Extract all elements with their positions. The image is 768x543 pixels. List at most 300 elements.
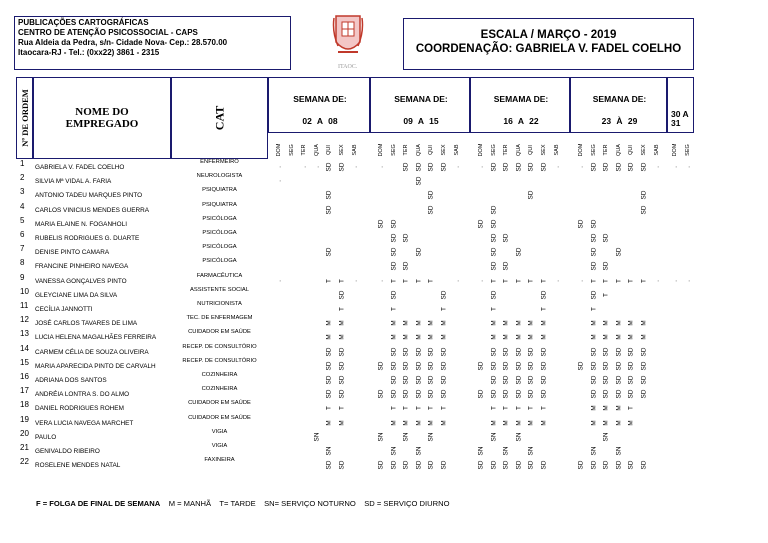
shift-code: M: [602, 320, 610, 326]
last-days-line-1: 30 A: [671, 109, 689, 119]
shift-cell: [489, 331, 499, 343]
shift-cell: [639, 459, 649, 471]
shift-code: .: [577, 279, 585, 282]
shift-cell: [589, 232, 599, 244]
shift-code: T: [590, 307, 598, 311]
shift-cell: [639, 374, 649, 386]
day-label: [626, 139, 636, 161]
shift-code: M: [515, 320, 523, 326]
shift-cell: [401, 161, 411, 173]
shift-cell: [539, 374, 549, 386]
shift-code: SD: [615, 361, 623, 371]
day-label: [552, 139, 562, 161]
order-number: 7: [20, 244, 25, 254]
order-number: 15: [20, 357, 29, 367]
legend-t: T= TARDE: [219, 499, 256, 508]
legend: [36, 499, 450, 508]
table-row: [16, 315, 696, 329]
shift-cell: [589, 360, 599, 372]
shift-code: .: [351, 166, 359, 168]
employee-category: RECEP. DE CONSULTÓRIO: [182, 357, 257, 364]
employee-category: COZINHEIRA: [201, 372, 238, 378]
shift-code: SD: [402, 347, 410, 357]
shift-code: SD: [390, 290, 398, 300]
shift-cell: [489, 360, 499, 372]
order-number: 18: [20, 400, 29, 410]
employee-name: GABRIELA V. FADEL COELHO: [35, 164, 125, 171]
shift-cell: [576, 360, 586, 372]
shift-cell: [426, 459, 436, 471]
shift-code: M: [590, 405, 598, 412]
shift-cell: [626, 374, 636, 386]
shift-code: M: [390, 334, 398, 341]
employee-category: PSICÓLOGA: [202, 230, 237, 236]
shift-code: SD: [615, 162, 623, 172]
table-row: [16, 230, 696, 244]
shift-cell: [376, 218, 386, 230]
shift-cell: [337, 303, 347, 315]
shift-cell: [324, 204, 334, 216]
shift-cell: [389, 232, 399, 244]
shift-code: SD: [577, 219, 585, 229]
shift-code: SN: [490, 432, 498, 442]
shift-cell: [514, 346, 524, 358]
shift-code: SN: [590, 446, 598, 456]
day-label: [401, 139, 411, 161]
shift-code: SD: [540, 361, 548, 371]
shift-code: SD: [515, 162, 523, 172]
day-label: [501, 139, 511, 161]
shift-code: .: [653, 166, 661, 168]
shift-cell: [414, 388, 424, 400]
shift-cell: [526, 388, 536, 400]
shift-code: SD: [402, 261, 410, 271]
shift-code: M: [602, 334, 610, 341]
shift-cell: [376, 275, 386, 287]
shift-code: SD: [515, 375, 523, 385]
day-label: [274, 139, 284, 161]
shift-code: .: [453, 166, 461, 168]
shift-cell: [414, 161, 424, 173]
shift-cell: [514, 275, 524, 287]
employee-name: ANTONIO TADEU MARQUES PINTO: [35, 192, 143, 200]
shift-code: SD: [390, 375, 398, 385]
coordination-title: COORDENAÇÃO: GABRIELA V. FADEL COELHO: [415, 43, 682, 55]
shift-cell: [401, 417, 411, 429]
shift-cell: [401, 260, 411, 272]
shift-code: T: [415, 278, 423, 283]
order-number: 1: [20, 159, 25, 168]
table-row: [16, 329, 696, 343]
shift-cell: [601, 232, 611, 244]
employee-name: ANDRÉIA LONTRA S. DO ALMO: [35, 391, 130, 399]
day-label-text: SEG: [590, 144, 597, 156]
day-label-text: DOM: [276, 143, 282, 157]
shift-code: .: [684, 279, 692, 282]
shift-code: SD: [602, 375, 610, 385]
shift-cell: [476, 161, 486, 173]
shift-code: SD: [540, 460, 548, 470]
table-row: [16, 173, 696, 187]
shift-cell: [401, 388, 411, 400]
shift-code: SD: [477, 361, 485, 371]
shift-code: M: [540, 334, 548, 341]
shift-cell: [683, 161, 693, 173]
shift-code: SD: [640, 460, 648, 470]
day-label: [452, 139, 462, 161]
shift-cell: [476, 360, 486, 372]
shift-cell: [501, 360, 511, 372]
order-number: 5: [20, 215, 25, 225]
shift-cell: [439, 459, 449, 471]
shift-code: SD: [325, 347, 333, 357]
shift-code: SD: [540, 375, 548, 385]
shift-code: .: [553, 279, 561, 282]
employee-category: COZINHEIRA: [201, 386, 238, 393]
shift-code: SD: [377, 361, 385, 371]
shift-code: M: [440, 334, 448, 341]
shift-cell: [589, 317, 599, 329]
shift-code: SD: [325, 361, 333, 371]
shift-code: SD: [490, 247, 498, 257]
shift-code: SD: [325, 389, 333, 399]
shift-cell: [489, 275, 499, 287]
shift-cell: [589, 402, 599, 414]
shift-cell: [489, 317, 499, 329]
shift-cell: [389, 303, 399, 315]
shift-code: SD: [527, 162, 535, 172]
shift-cell: [324, 189, 334, 201]
shift-cell: [414, 374, 424, 386]
shift-cell: [426, 331, 436, 343]
shift-code: SD: [390, 389, 398, 399]
shift-cell: [526, 275, 536, 287]
shift-code: M: [415, 320, 423, 326]
shift-code: SD: [427, 162, 435, 172]
shift-code: M: [427, 320, 435, 326]
shift-code: M: [390, 419, 398, 426]
day-label-text: QUA: [515, 144, 522, 156]
shift-code: SD: [427, 460, 435, 470]
shift-cell: [389, 218, 399, 230]
shift-cell: [501, 317, 511, 329]
shift-code: T: [490, 278, 498, 283]
shift-code: M: [325, 334, 333, 341]
shift-cell: [501, 388, 511, 400]
crest-logo-icon: [332, 12, 364, 60]
day-label-text: QUI: [528, 145, 535, 155]
shift-cell: [274, 161, 284, 173]
shift-code: SD: [415, 460, 423, 470]
shift-cell: [514, 161, 524, 173]
shift-cell: [337, 289, 347, 301]
shift-cell: [439, 303, 449, 315]
shift-cell: [489, 218, 499, 230]
shift-code: SD: [390, 460, 398, 470]
shift-code: SD: [502, 361, 510, 371]
shift-cell: [576, 459, 586, 471]
shift-code: SN: [427, 432, 435, 442]
shift-cell: [337, 374, 347, 386]
day-label-text: SEX: [339, 144, 345, 156]
order-number: 14: [20, 343, 29, 353]
shift-code: SD: [602, 361, 610, 371]
shift-code: M: [627, 419, 635, 426]
shift-cell: [426, 388, 436, 400]
employee-category: PSICÓLOGA: [202, 258, 237, 265]
shift-cell: [539, 289, 549, 301]
shift-cell: [426, 346, 436, 358]
shift-code: SD: [440, 347, 448, 357]
employee-name: CECÍLIA JANNOTTI: [35, 306, 93, 313]
shift-cell: [614, 459, 624, 471]
legend-m: M = MANHÃ: [168, 499, 212, 508]
shift-code: SD: [640, 389, 648, 399]
shift-cell: [601, 289, 611, 301]
shift-cell: [350, 161, 360, 173]
shift-cell: [324, 331, 334, 343]
shift-cell: [539, 360, 549, 372]
shift-cell: [601, 388, 611, 400]
day-label: [539, 139, 549, 161]
shift-code: SN: [415, 446, 423, 456]
shift-cell: [414, 317, 424, 329]
shift-cell: [526, 459, 536, 471]
table-row: [16, 244, 696, 258]
shift-code: .: [275, 180, 283, 183]
shift-cell: [526, 360, 536, 372]
shift-code: SD: [502, 261, 510, 271]
shift-cell: [514, 388, 524, 400]
shift-code: SN: [390, 446, 398, 456]
shift-code: SD: [602, 261, 610, 271]
shift-cell: [552, 275, 562, 287]
employee-category: PSICÓLOGA: [202, 215, 237, 222]
shift-code: SD: [515, 361, 523, 371]
title-box: [403, 18, 694, 70]
shift-cell: [401, 360, 411, 372]
shift-code: .: [477, 166, 485, 168]
table-row: [16, 443, 696, 457]
shift-code: SD: [602, 460, 610, 470]
shift-cell: [426, 431, 436, 443]
shift-cell: [401, 317, 411, 329]
shift-cell: [589, 459, 599, 471]
employee-category: FAXINEIRA: [204, 457, 235, 464]
shift-cell: [526, 445, 536, 457]
shift-code: M: [615, 320, 623, 326]
shift-cell: [324, 246, 334, 258]
shift-code: SN: [377, 432, 385, 442]
employee-name: LUCIA HELENA MAGALHÃES FERREIRA: [35, 334, 157, 342]
shift-code: SD: [490, 290, 498, 300]
shift-code: T: [540, 278, 548, 283]
order-number: 4: [20, 201, 25, 211]
shift-cell: [614, 346, 624, 358]
shift-cell: [601, 431, 611, 443]
shift-code: M: [590, 334, 598, 341]
shift-code: SD: [402, 162, 410, 172]
employee-name: VANESSA GONÇALVES PINTO: [35, 277, 127, 285]
schedule-title: ESCALA / MARÇO - 2019: [480, 29, 617, 41]
institution-line-1: PUBLICAÇÕES CARTOGRÁFICAS: [18, 18, 149, 27]
shift-cell: [539, 161, 549, 173]
shift-cell: [501, 346, 511, 358]
day-label-text: QUI: [628, 145, 635, 155]
table-row: [16, 400, 696, 414]
order-number: 13: [20, 329, 29, 339]
shift-code: T: [390, 307, 398, 311]
shift-code: SD: [627, 162, 635, 172]
shift-code: SD: [640, 375, 648, 385]
shift-code: T: [390, 406, 398, 411]
shift-cell: [414, 417, 424, 429]
shift-code: SD: [602, 233, 610, 243]
shift-cell: [389, 459, 399, 471]
day-label: [287, 139, 297, 161]
employee-category: PSIQUIATRA: [202, 187, 237, 194]
shift-cell: [589, 445, 599, 457]
employee-name: SILVIA Mª VIDAL A. FARIA: [35, 178, 112, 186]
shift-code: .: [351, 279, 359, 282]
day-label: [439, 139, 449, 161]
shift-cell: [489, 431, 499, 443]
shift-code: SD: [490, 361, 498, 371]
shift-code: SD: [377, 389, 385, 399]
day-label-text: SEX: [541, 144, 547, 156]
shift-code: M: [427, 334, 435, 341]
employee-category: VIGIA: [211, 443, 228, 449]
shift-cell: [324, 374, 334, 386]
shift-code: M: [490, 419, 498, 426]
employee-name: RUBELIS RODRIGUES G. DUARTE: [35, 235, 140, 242]
shift-cell: [401, 431, 411, 443]
day-label: [683, 139, 693, 161]
shift-code: .: [553, 166, 561, 168]
table-row: [16, 202, 696, 216]
shift-code: M: [540, 320, 548, 326]
shift-cell: [426, 189, 436, 201]
shift-cell: [589, 303, 599, 315]
shift-cell: [639, 388, 649, 400]
shift-cell: [501, 459, 511, 471]
header-order-number: Nº DE ORDEM: [16, 77, 33, 159]
shift-code: T: [427, 278, 435, 283]
shift-cell: [489, 417, 499, 429]
shift-cell: [389, 275, 399, 287]
table-row: [16, 187, 696, 201]
shift-code: M: [615, 405, 623, 412]
shift-code: SD: [590, 375, 598, 385]
shift-cell: [414, 275, 424, 287]
day-label-text: SAB: [453, 144, 460, 156]
shift-cell: [414, 402, 424, 414]
day-label-text: QUI: [428, 145, 435, 155]
shift-code: SD: [415, 247, 423, 257]
shift-cell: [589, 260, 599, 272]
shift-code: SN: [602, 432, 610, 442]
shift-cell: [589, 246, 599, 258]
shift-code: SD: [515, 247, 523, 257]
table-row: [16, 372, 696, 386]
day-label-text: QUI: [326, 145, 333, 155]
shift-cell: [476, 275, 486, 287]
shift-cell: [626, 346, 636, 358]
order-number: 2: [20, 173, 25, 183]
employee-category: NEUROLOGISTA: [196, 173, 243, 180]
shift-cell: [439, 346, 449, 358]
shift-cell: [439, 289, 449, 301]
header-employee-name: [33, 77, 171, 159]
shift-code: M: [627, 334, 635, 341]
shift-cell: [389, 246, 399, 258]
day-label: [414, 139, 424, 161]
shift-cell: [389, 388, 399, 400]
shift-cell: [389, 289, 399, 301]
shift-cell: [439, 317, 449, 329]
shift-code: SD: [477, 219, 485, 229]
employee-name: CARLOS VINICIUS MENDES GUERRA: [35, 206, 149, 214]
day-label-text: SEG: [684, 144, 691, 156]
shift-code: SD: [325, 190, 333, 200]
day-label: [489, 139, 499, 161]
shift-cell: [601, 360, 611, 372]
shift-code: M: [325, 320, 333, 326]
shift-code: SD: [627, 389, 635, 399]
shift-cell: [639, 189, 649, 201]
day-label: [299, 139, 309, 161]
shift-code: SD: [590, 460, 598, 470]
header-category: CAT: [171, 77, 268, 159]
shift-cell: [489, 161, 499, 173]
shift-code: SD: [440, 460, 448, 470]
shift-cell: [476, 445, 486, 457]
shift-cell: [452, 161, 462, 173]
shift-cell: [601, 417, 611, 429]
week-dates: 02 A 08: [302, 116, 338, 126]
table-row: [16, 216, 696, 230]
shift-code: .: [377, 279, 385, 282]
shift-code: SD: [627, 361, 635, 371]
shift-code: SD: [440, 162, 448, 172]
shift-cell: [639, 161, 649, 173]
shift-cell: [514, 402, 524, 414]
shift-cell: [337, 459, 347, 471]
employee-category: CUIDADOR EM SAÚDE: [188, 329, 251, 336]
shift-code: SD: [540, 162, 548, 172]
shift-code: M: [527, 419, 535, 426]
shift-code: SD: [527, 389, 535, 399]
employee-name: MARIA ELAINE N. FOGANHOLI: [35, 220, 127, 228]
day-label-text: TER: [301, 144, 308, 156]
shift-code: SD: [415, 389, 423, 399]
employee-name: JOSÉ CARLOS TAVARES DE LIMA: [35, 320, 138, 328]
shift-code: SD: [402, 361, 410, 371]
shift-code: SD: [390, 219, 398, 229]
employee-name: ROSELENE MENDES NATAL: [35, 462, 121, 470]
shift-code: M: [402, 419, 410, 426]
shift-code: SD: [640, 361, 648, 371]
order-number: 20: [20, 428, 29, 438]
shift-code: SD: [640, 347, 648, 357]
shift-code: .: [300, 166, 308, 168]
shift-cell: [526, 317, 536, 329]
shift-cell: [439, 402, 449, 414]
shift-code: T: [627, 406, 635, 411]
day-label: [389, 139, 399, 161]
shift-code: T: [427, 406, 435, 411]
shift-code: T: [615, 278, 623, 283]
